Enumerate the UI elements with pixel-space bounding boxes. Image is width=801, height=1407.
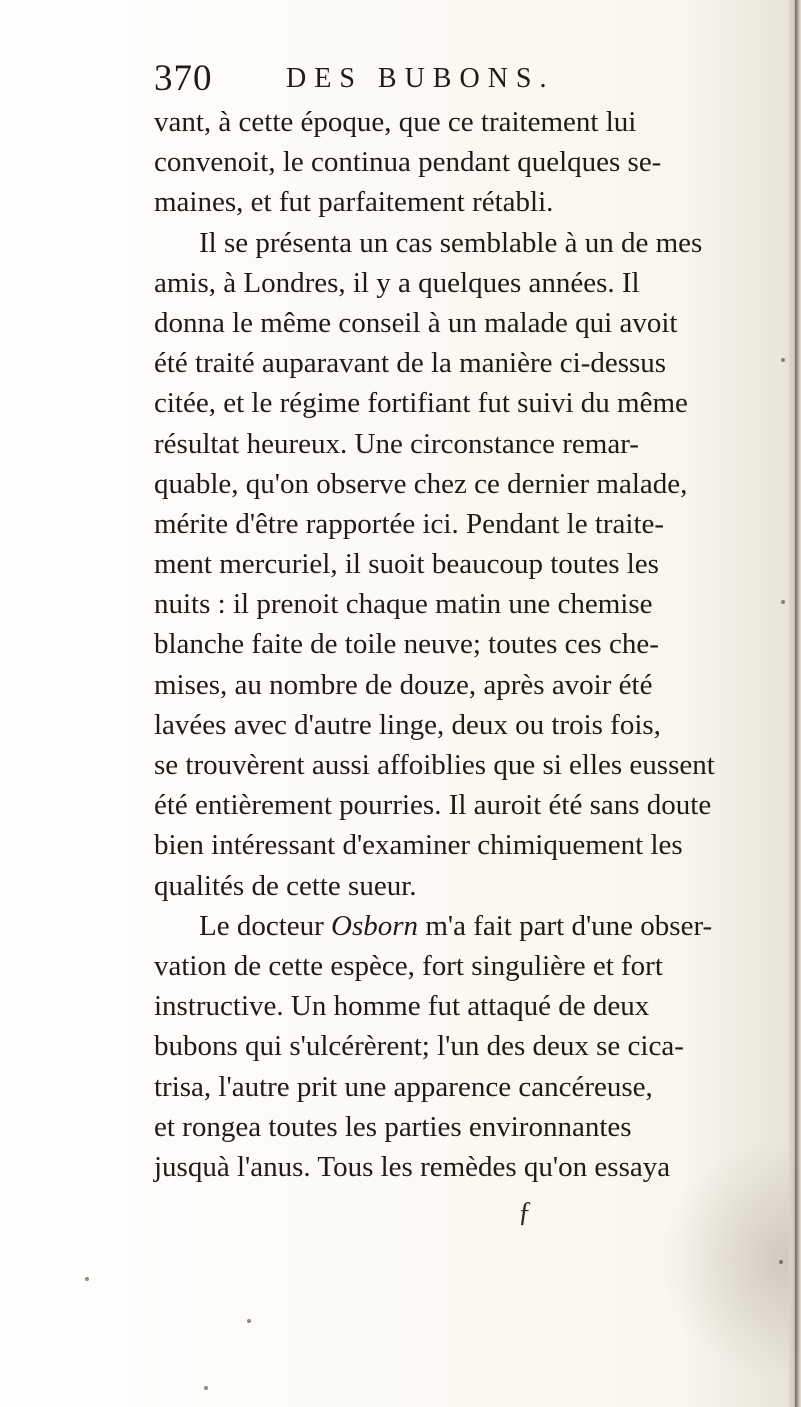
- text-line: mises, au nombre de douze, après avoir été: [154, 668, 653, 701]
- text-line: ment mercuriel, il suoit beaucoup toutes les: [154, 548, 659, 581]
- text-line: nuits : il prenoit chaque matin une chemise: [154, 588, 653, 621]
- speckle-dot: [781, 358, 785, 362]
- page-number: 370: [154, 58, 213, 99]
- text-line: quable, qu'on observe chez ce dernier malade,: [154, 467, 688, 500]
- text-line: donna le même conseil à un malade qui avoit: [154, 306, 678, 339]
- text-line: bien intéressant d'examiner chimiquement les: [154, 829, 683, 862]
- text-line: maines, et fut parfaitement rétabli.: [154, 186, 554, 219]
- text-line: jusquà l'anus. Tous les remèdes qu'on essaya: [154, 1150, 671, 1183]
- speckle-dot: [85, 1277, 89, 1281]
- text-line: été traité auparavant de la manière ci-dessus: [154, 347, 667, 380]
- speckle-dot: [781, 600, 785, 604]
- text-line: se trouvèrent aussi affoiblies que si elles eussent: [154, 749, 715, 781]
- text-line: instructive. Un homme fut attaqué de deux: [154, 990, 650, 1023]
- text-line: qualités de cette sueur.: [154, 869, 417, 902]
- text-line: mérite d'être rapportée ici. Pendant le traite-: [154, 507, 665, 540]
- person-name: Osborn: [331, 909, 419, 942]
- stray-ink-mark: ƒ: [518, 1197, 532, 1228]
- text-line: Il se présenta un cas semblable à un de mes: [199, 226, 703, 259]
- text-line: [154, 906, 764, 946]
- page-header: [154, 58, 724, 100]
- text-line: vation de cette espèce, fort singulière et fort: [154, 949, 663, 982]
- speckle-dot: [779, 1260, 783, 1264]
- text-line: convenoit, le continua pendant quelques se-: [154, 146, 662, 179]
- speckle-dot: [204, 1386, 208, 1390]
- body-text: [154, 102, 764, 1187]
- text-line-start: Le docteur: [199, 909, 324, 942]
- text-line: résultat heureux. Une circonstance remar-: [154, 427, 639, 460]
- text-line: citée, et le régime fortifiant fut suivi du même: [154, 387, 688, 420]
- text-line: été entièrement pourries. Il auroit été sans doute: [154, 789, 712, 822]
- text-line-end: m'a fait part d'une obser-: [425, 909, 713, 942]
- speckle-dot: [247, 1319, 251, 1323]
- text-line: vant, à cette époque, que ce traitement lui: [154, 106, 637, 138]
- text-line: trisa, l'autre prit une apparence cancéreuse,: [154, 1070, 653, 1103]
- text-line: et rongea toutes les parties environnantes: [154, 1110, 632, 1143]
- text-line: amis, à Londres, il y a quelques années. Il: [154, 266, 640, 299]
- running-head: DES BUBONS.: [286, 63, 555, 94]
- text-line: blanche faite de toile neuve; toutes ces che-: [154, 628, 659, 661]
- text-line: bubons qui s'ulcérèrent; l'un des deux se cica-: [154, 1030, 684, 1063]
- text-line: lavées avec d'autre linge, deux ou trois fois,: [154, 708, 661, 741]
- page-edge-shadow: [789, 0, 801, 1407]
